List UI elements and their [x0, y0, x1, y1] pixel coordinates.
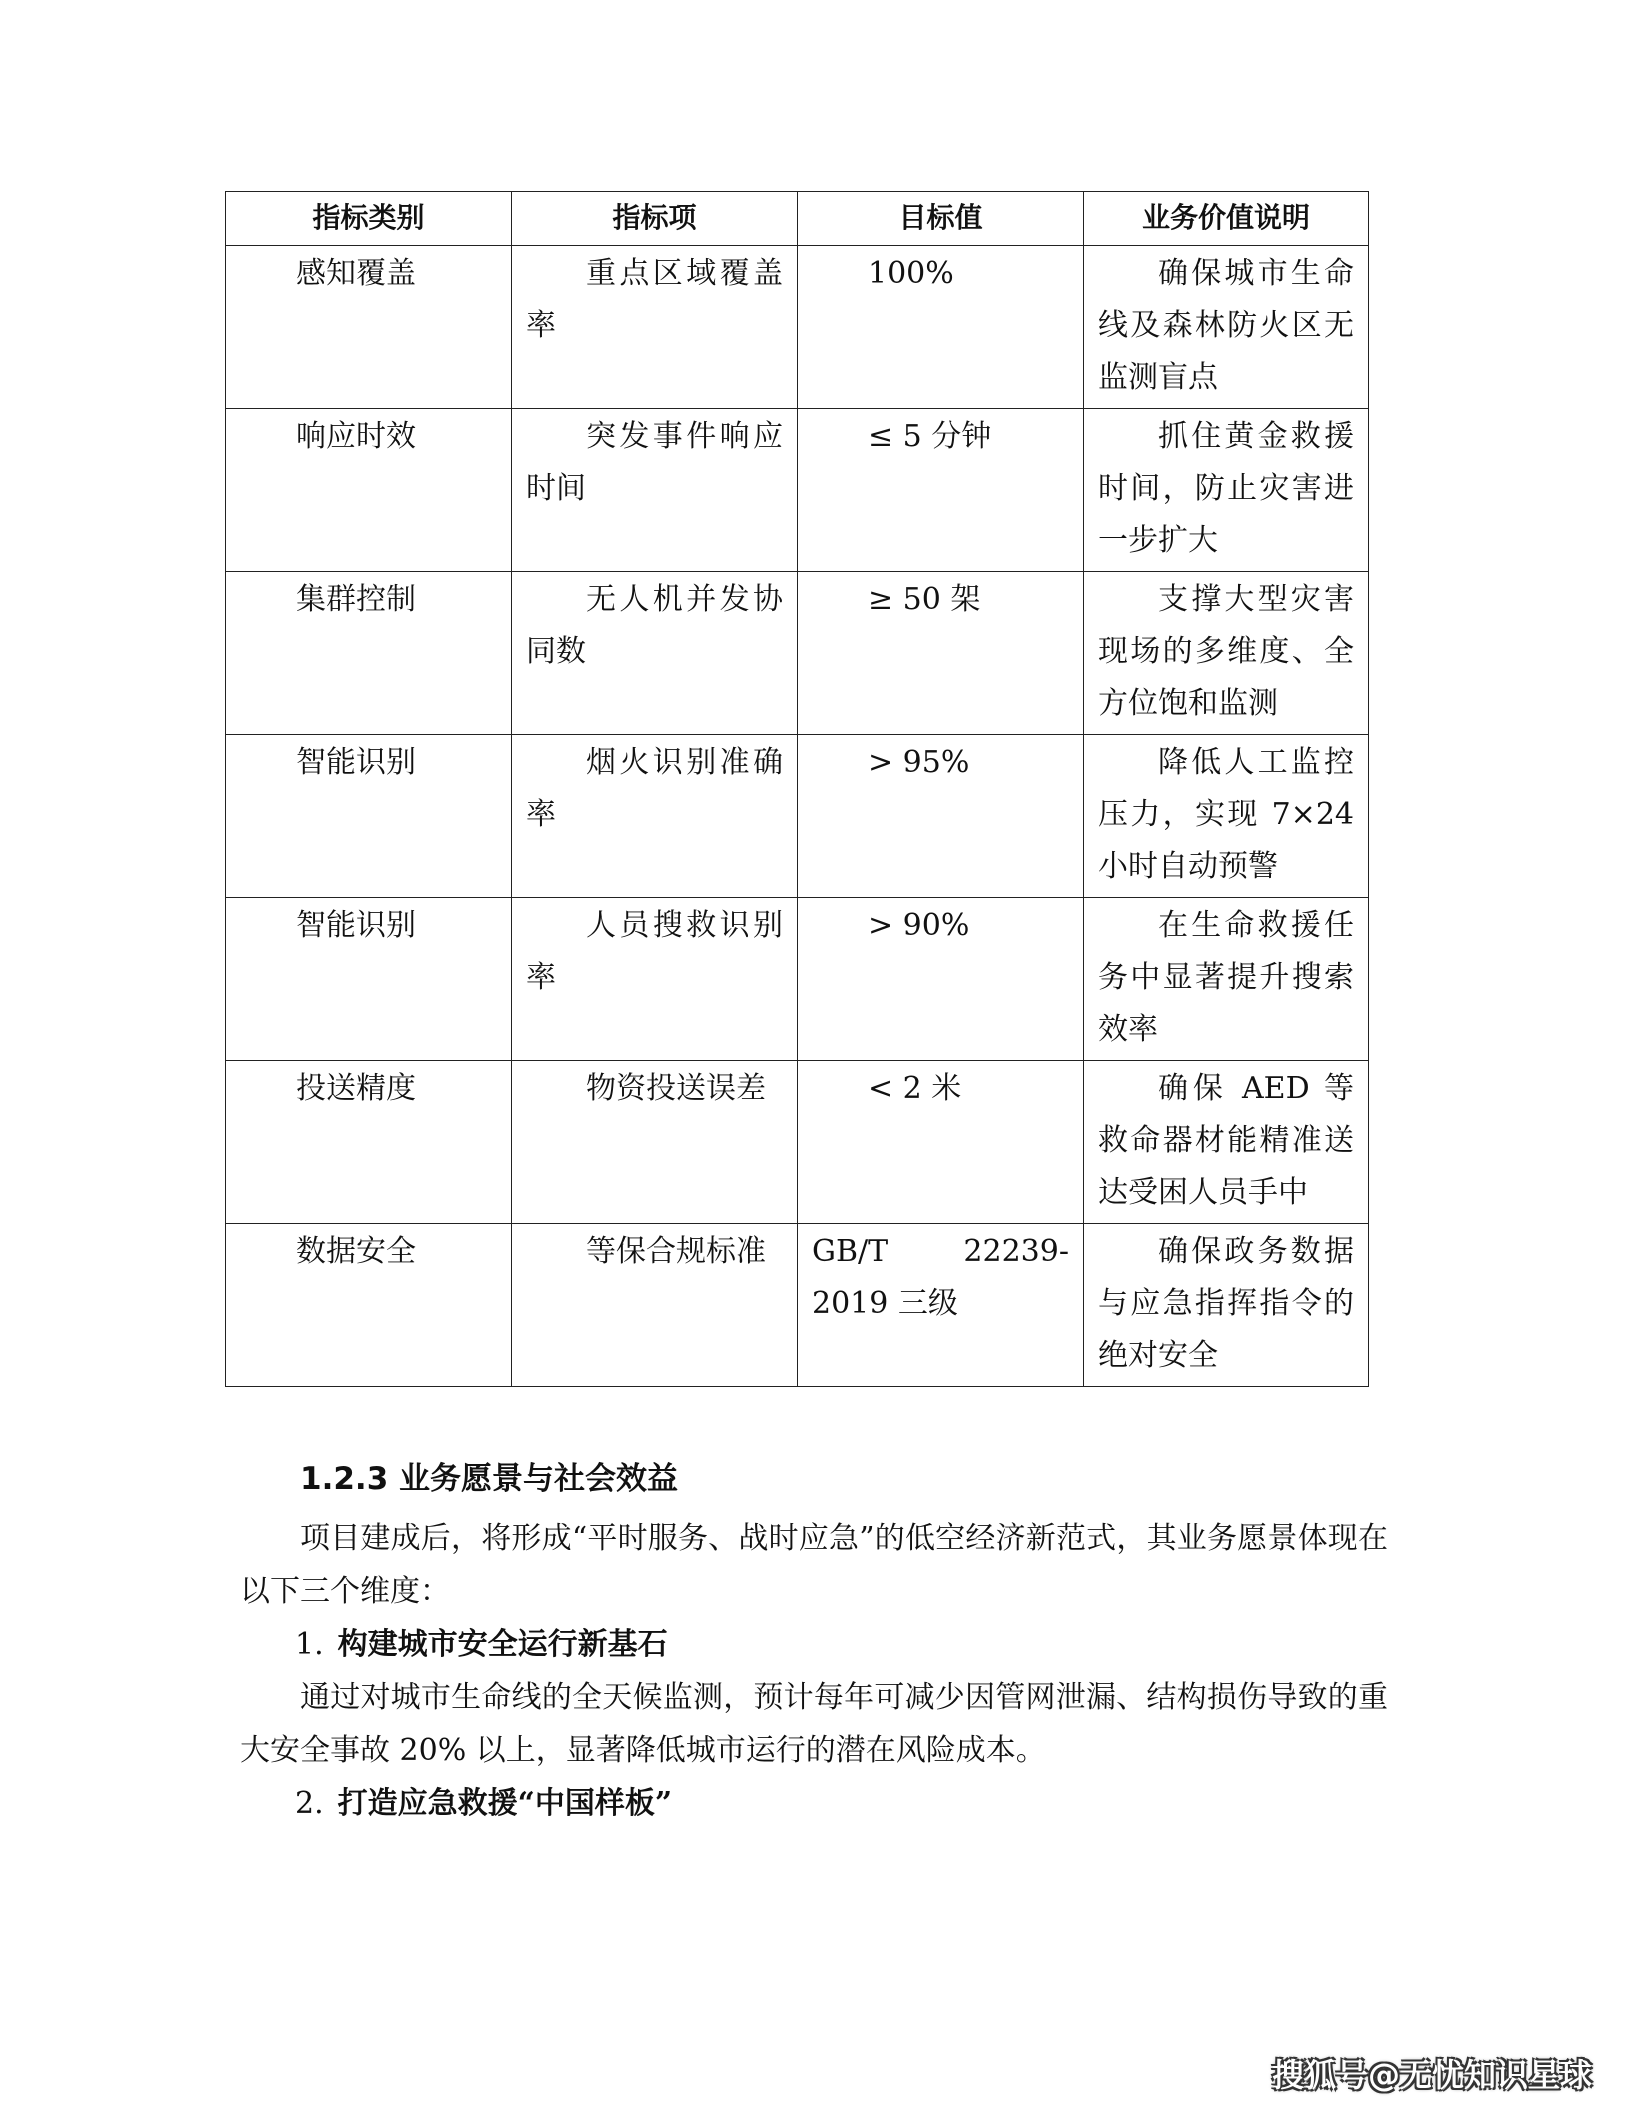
item1-paragraph: 通过对城市生命线的全天候监测，预计每年可减少因管网泄漏、结构损伤导致的重大安全事故 20% 以上，显著降低城市运行的潜在风险成本。: [240, 1680, 1388, 1768]
cell-value: 确保 AED 等救命器材能精准送达受困人员手中: [1098, 1071, 1354, 1210]
cell-value: 确保政务数据与应急指挥指令的绝对安全: [1098, 1234, 1354, 1373]
cell-target: > 90%: [798, 898, 1084, 1061]
cell-value: 支撑大型灾害现场的多维度、全方位饱和监测: [1098, 582, 1354, 721]
cell-value: 确保城市生命线及森林防火区无监测盲点: [1098, 256, 1354, 395]
cell-category: 智能识别: [226, 735, 512, 898]
cell-category: 投送精度: [226, 1061, 512, 1224]
cell-item: 无人机并发协同数: [526, 582, 783, 669]
header-target: 目标值: [798, 192, 1084, 246]
indicator-table: [225, 191, 1369, 1387]
cell-value: 降低人工监控压力，实现 7×24 小时自动预警: [1098, 745, 1354, 884]
header-category: 指标类别: [226, 192, 512, 246]
cell-category: 智能识别: [226, 898, 512, 1061]
cell-item: 人员搜救识别率: [526, 908, 783, 995]
cell-target: ≥ 50 架: [798, 572, 1084, 735]
intro-paragraph: 项目建成后，将形成“平时服务、战时应急”的低空经济新范式，其业务愿景体现在以下三个维度：: [240, 1521, 1388, 1609]
header-item: 指标项: [512, 192, 798, 246]
table-row: [226, 1061, 1369, 1224]
header-value: 业务价值说明: [1084, 192, 1369, 246]
cell-target: ≤ 5 分钟: [798, 409, 1084, 572]
list-item-1: [295, 1618, 668, 1671]
cell-item: 重点区域覆盖率: [526, 256, 783, 343]
cell-target: GB/T 22239-2019 三级: [798, 1224, 1084, 1387]
cell-value: 抓住黄金救援时间，防止灾害进一步扩大: [1098, 419, 1354, 558]
cell-item: 物资投送误差: [586, 1071, 766, 1106]
table-row: [226, 1224, 1369, 1387]
cell-item: 烟火识别准确率: [526, 745, 783, 832]
list-number: 1.: [295, 1627, 324, 1662]
cell-value: 在生命救援任务中显著提升搜索效率: [1098, 908, 1354, 1047]
table-row: [226, 246, 1369, 409]
table-row: [226, 898, 1369, 1061]
cell-target: 100%: [798, 246, 1084, 409]
cell-category: 集群控制: [226, 572, 512, 735]
table-row: [226, 409, 1369, 572]
cell-target: > 95%: [798, 735, 1084, 898]
cell-category: 数据安全: [226, 1224, 512, 1387]
watermark: 搜狐号@无忧知识星球: [1271, 2056, 1592, 2094]
cell-item: 等保合规标准: [586, 1234, 766, 1269]
cell-category: 感知覆盖: [226, 246, 512, 409]
cell-category: 响应时效: [226, 409, 512, 572]
section-heading: 1.2.3 业务愿景与社会效益: [300, 1461, 679, 1497]
table-header-row: [226, 192, 1369, 246]
list-title: 构建城市安全运行新基石: [337, 1627, 668, 1662]
table-row: [226, 572, 1369, 735]
cell-item: 突发事件响应时间: [526, 419, 783, 506]
list-title: 打造应急救援“中国样板”: [337, 1786, 673, 1821]
list-number: 2.: [295, 1786, 324, 1821]
cell-target: < 2 米: [798, 1061, 1084, 1224]
list-item-2: [295, 1777, 672, 1830]
table-row: [226, 735, 1369, 898]
